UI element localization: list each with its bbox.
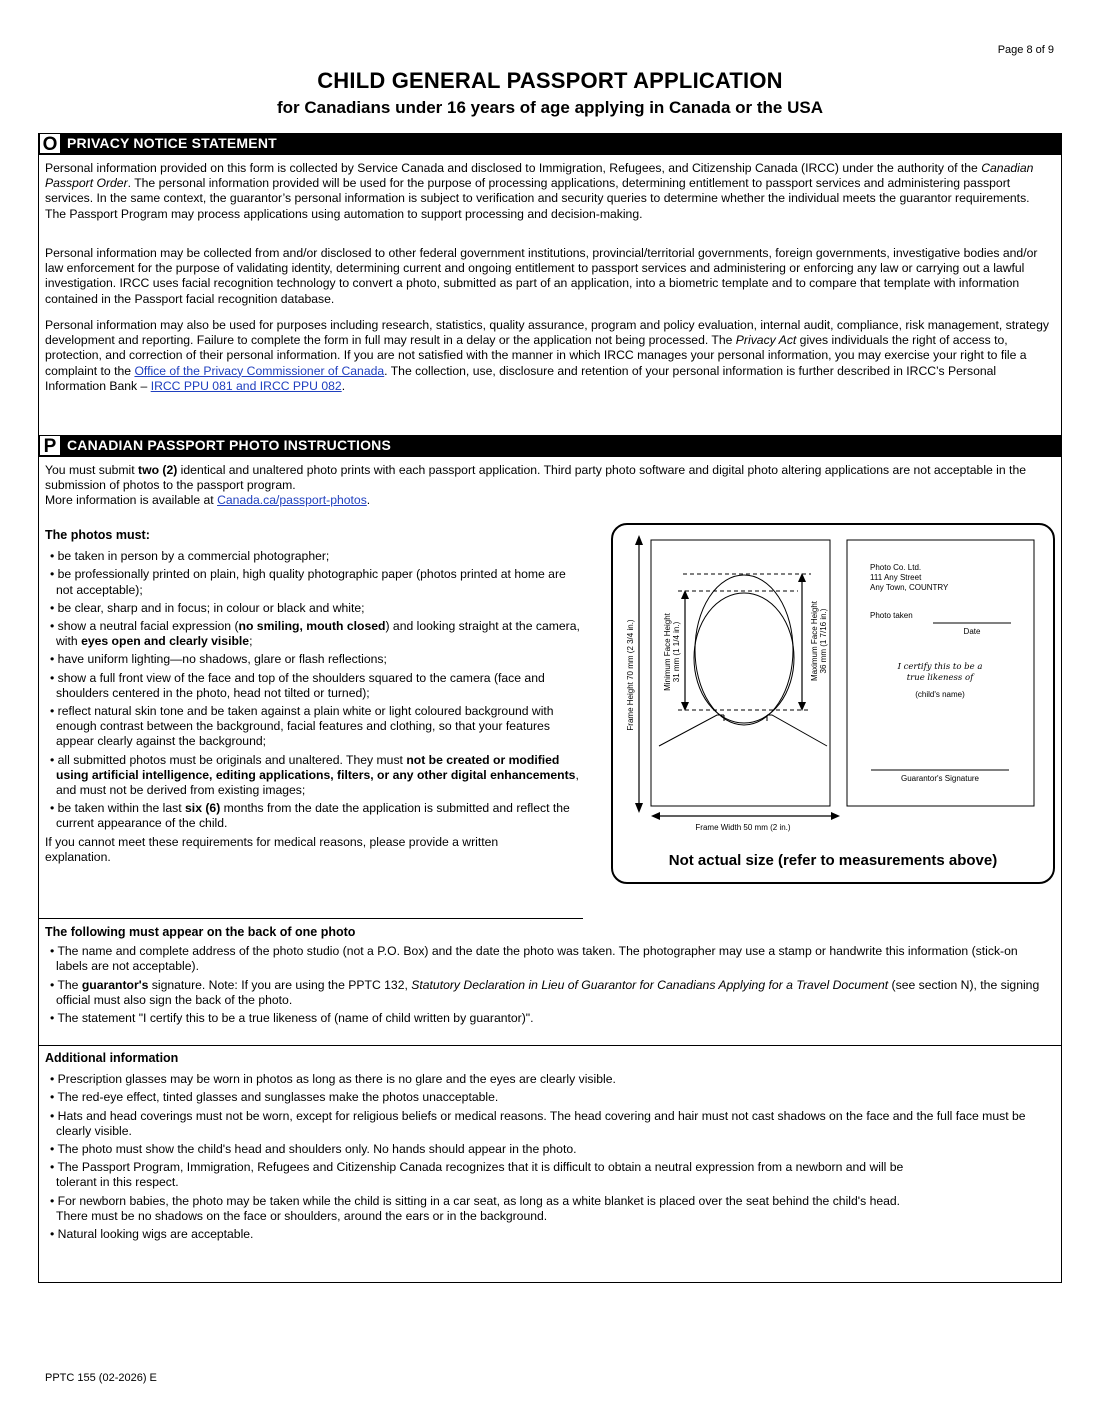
page-number: Page 8 of 9 xyxy=(997,44,1054,56)
list-item: • have uniform lighting—no shadows, glare or flash reflections; xyxy=(45,652,585,667)
additional-info-list xyxy=(45,1051,1050,1242)
list-item: • reflect natural skin tone and be taken against a plain white or light coloured background with enough contrast between the background, facial features and clothing, so that your features appear clearly against the background; xyxy=(45,704,585,750)
date-label: Date xyxy=(963,627,981,636)
section-p-letter: P xyxy=(39,435,61,456)
section-o-letter: O xyxy=(39,133,61,154)
list-item: • show a full front view of the face and top of the shoulders squared to the camera (face and shoulders centered in the photo, head not tilted or turned); xyxy=(45,671,585,701)
list-item: • The photo must show the child's head and shoulders only. No hands should appear in the photo. xyxy=(45,1142,1050,1157)
childs-name-label: (child's name) xyxy=(915,690,965,699)
additional-info-heading: Additional information xyxy=(45,1051,179,1065)
privacy-paragraph-2: Personal information may be collected from and/or disclosed to other federal government institutions, provincial/territorial governments, foreign governments, investigative bodies and/or law enforcement for the purpose of validating identity, determining current and ongoing entitlement to passport services and administering or enforcing any law or carrying out a lawful investigation. IRCC uses facial recognition technology to convert a photo, submitted as part of an application, into a biometric template and to compare that template with information contained in the Passport facial recognition database. xyxy=(45,246,1038,306)
min-face-label-2: 31 mm (1 1/4 in.) xyxy=(672,621,681,683)
divider xyxy=(38,918,583,919)
divider xyxy=(38,1045,1062,1046)
section-o-heading: PRIVACY NOTICE STATEMENT xyxy=(67,135,277,151)
section-o-header xyxy=(38,133,1062,154)
frame-width-label: Frame Width 50 mm (2 in.) xyxy=(695,823,791,832)
list-item: • Prescription glasses may be worn in photos as long as there is no glare and the eyes are clearly visible. xyxy=(45,1072,1050,1087)
list-item: • The statement "I certify this to be a true likeness of (name of child written by guarantor)". xyxy=(45,1011,1050,1026)
privacy-commissioner-link[interactable]: Office of the Privacy Commissioner of Canada xyxy=(134,363,385,378)
form-code: PPTC 155 (02-2026) E xyxy=(45,1372,157,1384)
list-item: • Hats and head coverings must not be worn, except for religious beliefs or medical reasons. The head covering and hair must not cast shadows on the face and the full face must be clearly visible. xyxy=(45,1109,1050,1139)
photo-intro: You must submit two (2) identical and unaltered photo prints with each passport application. Third party photo software and digital photo altering applications are not acceptable in the submission of photos to the passport program. More information is available at Canada.ca/passport-photos. xyxy=(45,463,1027,508)
back-of-photo-list xyxy=(45,925,1050,1026)
photo-diagram-graphic xyxy=(613,525,1053,882)
list-item: • all submitted photos must be originals and unaltered. They must not be created or modified using artificial intelligence, editing applications, filters, or any other digital enhancements, and must not be derived from existing images; xyxy=(45,753,585,799)
form-subtitle: for Canadians under 16 years of age applying in Canada or the USA xyxy=(276,98,824,117)
diagram-caption: Not actual size (refer to measurements above) xyxy=(668,852,998,869)
list-item: • The red-eye effect, tinted glasses and sunglasses make the photos unacceptable. xyxy=(45,1090,1050,1105)
list-item: • be taken within the last six (6) months from the date the application is submitted and reflect the current appearance of the child. xyxy=(45,801,585,831)
back-of-photo-heading: The following must appear on the back of one photo xyxy=(45,925,356,939)
privacy-paragraph-3: Personal information may also be used for purposes including research, statistics, quality assurance, program and policy evaluation, internal audit, compliance, risk management, strategy development and reporting. Failure to complete the form in full may result in a delay or the application not being processed. The Privacy Act gives individuals the right of access to, protection, and correction of their personal information. If you are not satisfied with the manner in which IRCC manages your personal information, you may exercise your right to file a complaint to the Office of the Privacy Commissioner of Canada. The collection, use, disclosure and retention of your personal information is further described in IRCC’s Personal Information Bank – IRCC PPU 081 and IRCC PPU 082. xyxy=(45,318,1049,393)
list-item: • be clear, sharp and in focus; in colour or black and white; xyxy=(45,601,585,616)
form-title: CHILD GENERAL PASSPORT APPLICATION xyxy=(317,68,783,93)
guarantor-signature-label: Guarantor's Signature xyxy=(900,774,980,783)
section-p-header xyxy=(38,435,1062,456)
list-item: • be taken in person by a commercial photographer; xyxy=(45,549,585,564)
list-item: • show a neutral facial expression (no smiling, mouth closed) and looking straight at the camera, with eyes open and clearly visible; xyxy=(45,619,585,649)
list-item: • Natural looking wigs are acceptable. xyxy=(45,1227,1050,1242)
privacy-paragraph-1: Personal information provided on this form is collected by Service Canada and disclosed to Immigration, Refugees, and Citizenship Canada (IRCC) under the authority of the Canadian Passport Order. The personal information provided will be used for the purpose of processing applications, determining entitlement to passport services and administering passport services. In the same context, the guarantor’s personal information is subject to verification and security queries to determine whether the individual meets the guarantor requirements. The Passport Program may process applications using automation to support processing and decision-making. xyxy=(45,161,1034,221)
photo-diagram xyxy=(611,523,1055,884)
photos-must-list xyxy=(45,528,585,865)
certify-line-1: I certify this to be a xyxy=(897,662,983,672)
studio-street: 111 Any Street xyxy=(870,573,922,582)
medical-note: If you cannot meet these requirements for medical reasons, please provide a written explanation. xyxy=(45,834,499,864)
frame-height-label: Frame Height 70 mm (2 3/4 in.) xyxy=(626,619,635,731)
list-item: • For newborn babies, the photo may be taken while the child is sitting in a car seat, as long as a white blanket is placed over the seat behind the child's head. There must be no shadows on the face or shoulders, around the ears or in the background. xyxy=(45,1194,926,1224)
ircc-ppu-link[interactable]: IRCC PPU 081 and IRCC PPU 082 xyxy=(150,378,342,393)
max-face-label-1: Maximum Face Height xyxy=(810,600,819,682)
list-item: • The name and complete address of the photo studio (not a P.O. Box) and the date the photo was taken. The photographer may use a stamp or handwrite this information (stick-on labels are not acceptable). xyxy=(45,944,1050,974)
photos-must-heading: The photos must: xyxy=(45,528,150,542)
studio-name: Photo Co. Ltd. xyxy=(870,563,922,572)
certify-line-2: true likeness of xyxy=(906,673,974,683)
max-face-label-2: 36 mm (1 7/16 in.) xyxy=(819,608,828,674)
list-item: • be professionally printed on plain, high quality photographic paper (photos printed at home are not acceptable); xyxy=(45,567,585,597)
list-item: • The Passport Program, Immigration, Refugees and Citizenship Canada recognizes that it is difficult to obtain a neutral expression from a newborn and will be tolerant in this respect. xyxy=(45,1160,936,1190)
section-p-heading: CANADIAN PASSPORT PHOTO INSTRUCTIONS xyxy=(67,437,392,453)
min-face-label-1: Minimum Face Height xyxy=(663,613,672,691)
studio-city: Any Town, COUNTRY xyxy=(870,583,949,592)
passport-photos-link[interactable]: Canada.ca/passport-photos xyxy=(217,493,367,508)
photo-taken-label: Photo taken xyxy=(870,611,913,620)
list-item: • The guarantor's signature. Note: If you are using the PPTC 132, Statutory Declaration in Lieu of Guarantor for Canadians Applying for a Travel Document (see section N), the signing official must also sign the back of the photo. xyxy=(45,978,1050,1008)
